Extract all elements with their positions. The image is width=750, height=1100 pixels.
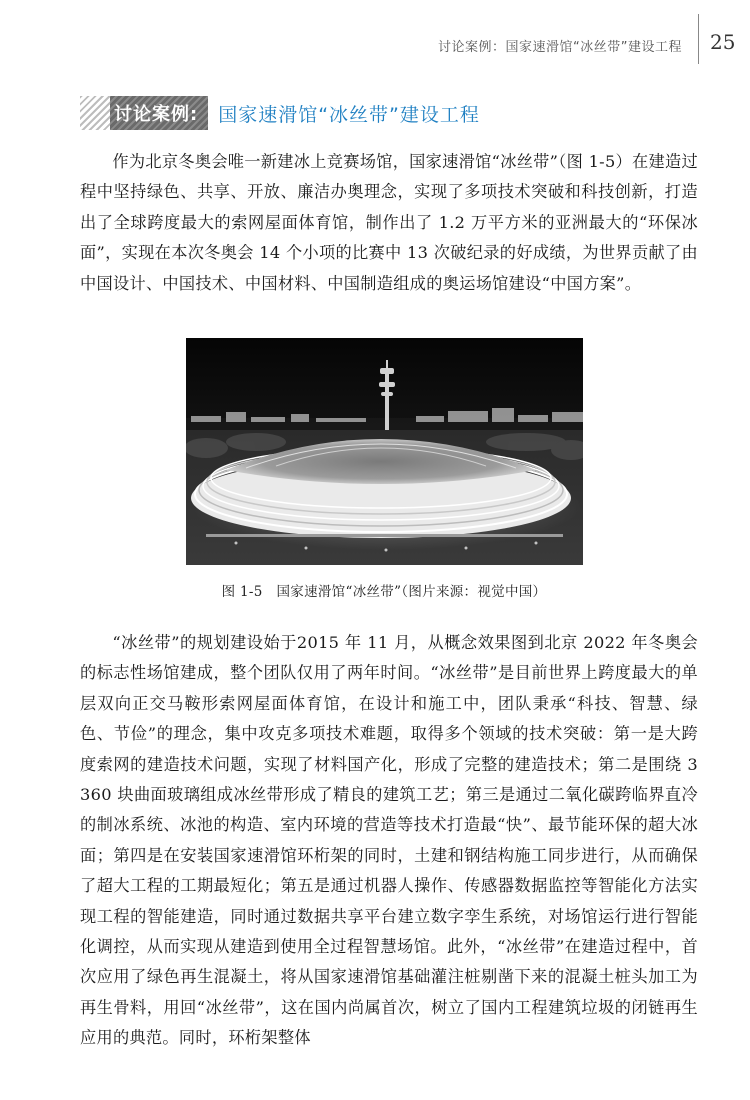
running-header: 讨论案例：国家速滑馆“冰丝带”建设工程 [438, 40, 682, 55]
header-divider [698, 14, 699, 64]
figure-caption: 图 1-5 国家速滑馆“冰丝带”（图片来源：视觉中国） [221, 584, 547, 600]
section-heading [80, 96, 480, 130]
page-number: 25 [710, 30, 736, 54]
stadium-illustration [186, 338, 583, 565]
stadium-photo [186, 338, 583, 565]
paragraph-body: “冰丝带”的规划建设始于2015 年 11 月，从概念效果图到北京 2022 年冬奥会的标志性场馆建成，整个团队仅用了两年时间。“冰丝带”是目前世界上跨度最大的单层双向正交马鞍形索网屋面体育馆，在设计和施工中，团队秉承“科技、智慧、绿色、节俭”的理念，集中攻克多项技术难题，取得多个领域的技术突破：第一是大跨度索网的建造技术问题，实现了材料国产化，形成了完整的建造技术；第二是围绕 3 360 块曲面玻璃组成冰丝带形成了精良的建筑工艺；第三是通过二氧化碳跨临界直冷的制冰系统、冰池的构造、室内环境的营造等技术打造最“快”、最节能环保的超大冰面；第四是在安装国家速滑馆环桁架的同时，土建和钢结构施工同步进行，从而确保了超大工程的工期最短化；第五是通过机器人操作、传感器数据监控等智能化方法实现工程的智能建造，同时通过数据共享平台建立数字孪生系统，对场馆运行进行智能化调控，从而实现从建造到使用全过程智慧场馆。此外，“冰丝带”在建造过程中，首次应用了绿色再生混凝土，将从国家速滑馆基础灌注桩剔凿下来的混凝土桩头加工为再生骨料，用回“冰丝带”，这在国内尚属首次，树立了国内工程建筑垃圾的闭链再生应用的典范。同时，环桁架整体 [80, 633, 698, 1048]
section-title: 国家速滑馆“冰丝带”建设工程 [218, 103, 480, 126]
paragraph-intro: 作为北京冬奥会唯一新建冰上竞赛场馆，国家速滑馆“冰丝带”（图 1-5）在建造过程中坚持绿色、共享、开放、廉洁办奥理念，实现了多项技术突破和科技创新，打造出了全球跨度最大的索网屋面体育馆，制作出了 1.2 万平方米的亚洲最大的“环保冰面”，实现在本次冬奥会 14 个小项的比赛中 13 次破纪录的好成绩，为世界贡献了由中国设计、中国技术、中国材料、中国制造组成的奥运场馆建设“中国方案”。 [80, 152, 698, 293]
case-label: 讨论案例: [80, 96, 208, 130]
